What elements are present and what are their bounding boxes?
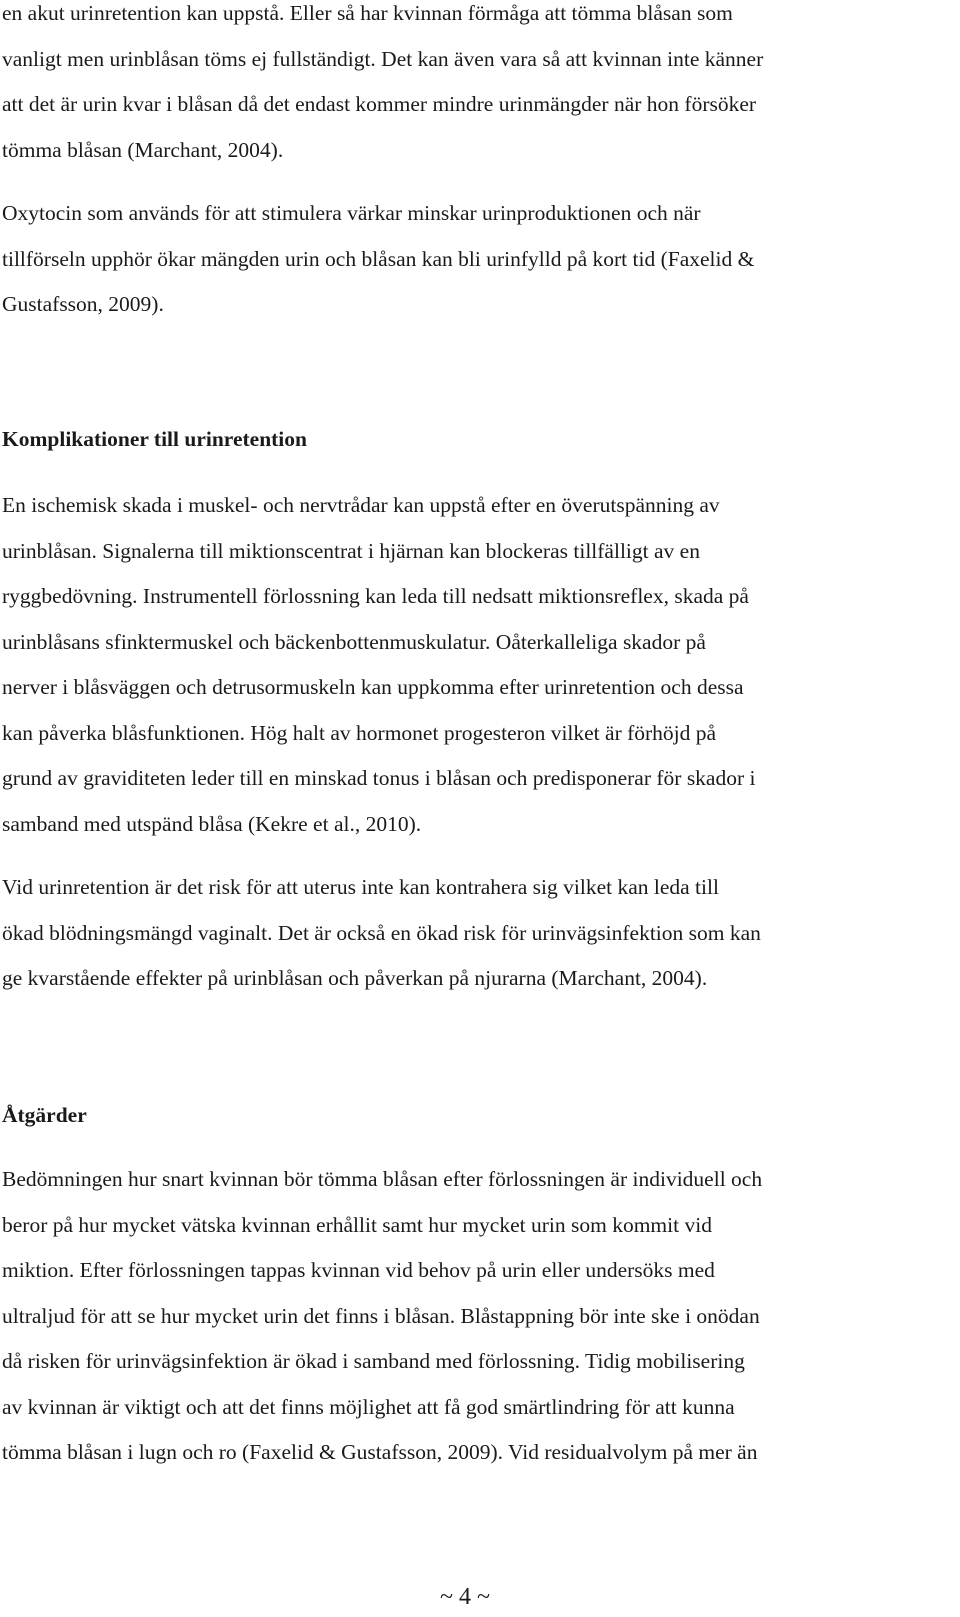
text-line: en akut urinretention kan uppstå. Eller så har kvinnan förmåga att tömma blåsan som — [2, 1, 733, 25]
text-line: att det är urin kvar i blåsan då det endast kommer mindre urinmängder när hon försöker — [2, 92, 757, 116]
paragraph-1 — [2, 0, 942, 173]
text-line: En ischemisk skada i muskel- och nervtrådar kan uppstå efter en överutspänning av — [2, 493, 720, 517]
text-line: kan påverka blåsfunktionen. Hög halt av hormonet progesteron vilket är förhöjd på — [2, 720, 717, 745]
text-line: ultraljud för att se hur mycket urin det finns i blåsan. Blåstappning bör inte ske i onödan — [2, 1303, 760, 1328]
text-line: tömma blåsan i lugn och ro (Faxelid & Gustafsson, 2009). Vid residualvolym på mer än — [2, 1440, 758, 1464]
text-line: nerver i blåsväggen och detrusormuskeln kan uppkomma efter urinretention och dessa — [2, 675, 744, 699]
text-line: vanligt men urinblåsan töms ej fullständigt. Det kan även vara så att kvinnan inte känner — [2, 46, 764, 71]
page-number: ~ 4 ~ — [440, 1584, 490, 1610]
text-line: Vid urinretention är det risk för att uterus inte kan kontrahera sig vilket kan leda till — [2, 875, 719, 899]
text-line: Oxytocin som används för att stimulera värkar minskar urinproduktionen och när — [2, 201, 701, 225]
text-line: ryggbedövning. Instrumentell förlossning kan leda till nedsatt miktionsreflex, skada på — [2, 584, 749, 608]
text-line: tillförseln upphör ökar mängden urin och blåsan kan bli urinfylld på kort tid (Faxelid & — [2, 246, 755, 271]
text-line: miktion. Efter förlossningen tappas kvinnan vid behov på urin eller undersöks med — [2, 1258, 715, 1282]
text-line: samband med utspänd blåsa (Kekre et al., 2010). — [2, 811, 422, 836]
text-line: grund av graviditeten leder till en minskad tonus i blåsan och predisponerar för skador i — [2, 766, 756, 790]
text-line: ökad blödningsmängd vaginalt. Det är också en ökad risk för urinvägsinfektion som kan — [2, 920, 761, 945]
text-line: urinblåsans sfinktermuskel och bäckenbottenmuskulatur. Oåterkalleliga skador på — [2, 629, 706, 654]
text-line: beror på hur mycket vätska kvinnan erhållit samt hur mycket urin som kommit vid — [2, 1212, 712, 1237]
text-line: tömma blåsan (Marchant, 2004). — [2, 137, 284, 162]
paragraph-2 — [2, 191, 942, 328]
text-line: av kvinnan är viktigt och att det finns möjlighet att få god smärtlindring för att kunna — [2, 1394, 735, 1419]
text-line: urinblåsan. Signalerna till miktionscentrat i hjärnan kan blockeras tillfälligt av en — [2, 538, 700, 563]
paragraph-3 — [2, 483, 942, 847]
text-line: Gustafsson, 2009). — [2, 292, 164, 316]
paragraph-5 — [2, 1157, 942, 1476]
text-line: ge kvarstående effekter på urinblåsan och påverkan på njurarna (Marchant, 2004). — [2, 966, 708, 990]
section-heading-complications: Komplikationer till urinretention — [2, 427, 307, 451]
text-line: då risken för urinvägsinfektion är ökad i samband med förlossning. Tidig mobilisering — [2, 1349, 745, 1373]
text-line: Bedömningen hur snart kvinnan bör tömma blåsan efter förlossningen är individuell och — [2, 1167, 763, 1191]
paragraph-4 — [2, 865, 942, 1002]
section-heading-measures: Åtgärder — [2, 1103, 87, 1127]
